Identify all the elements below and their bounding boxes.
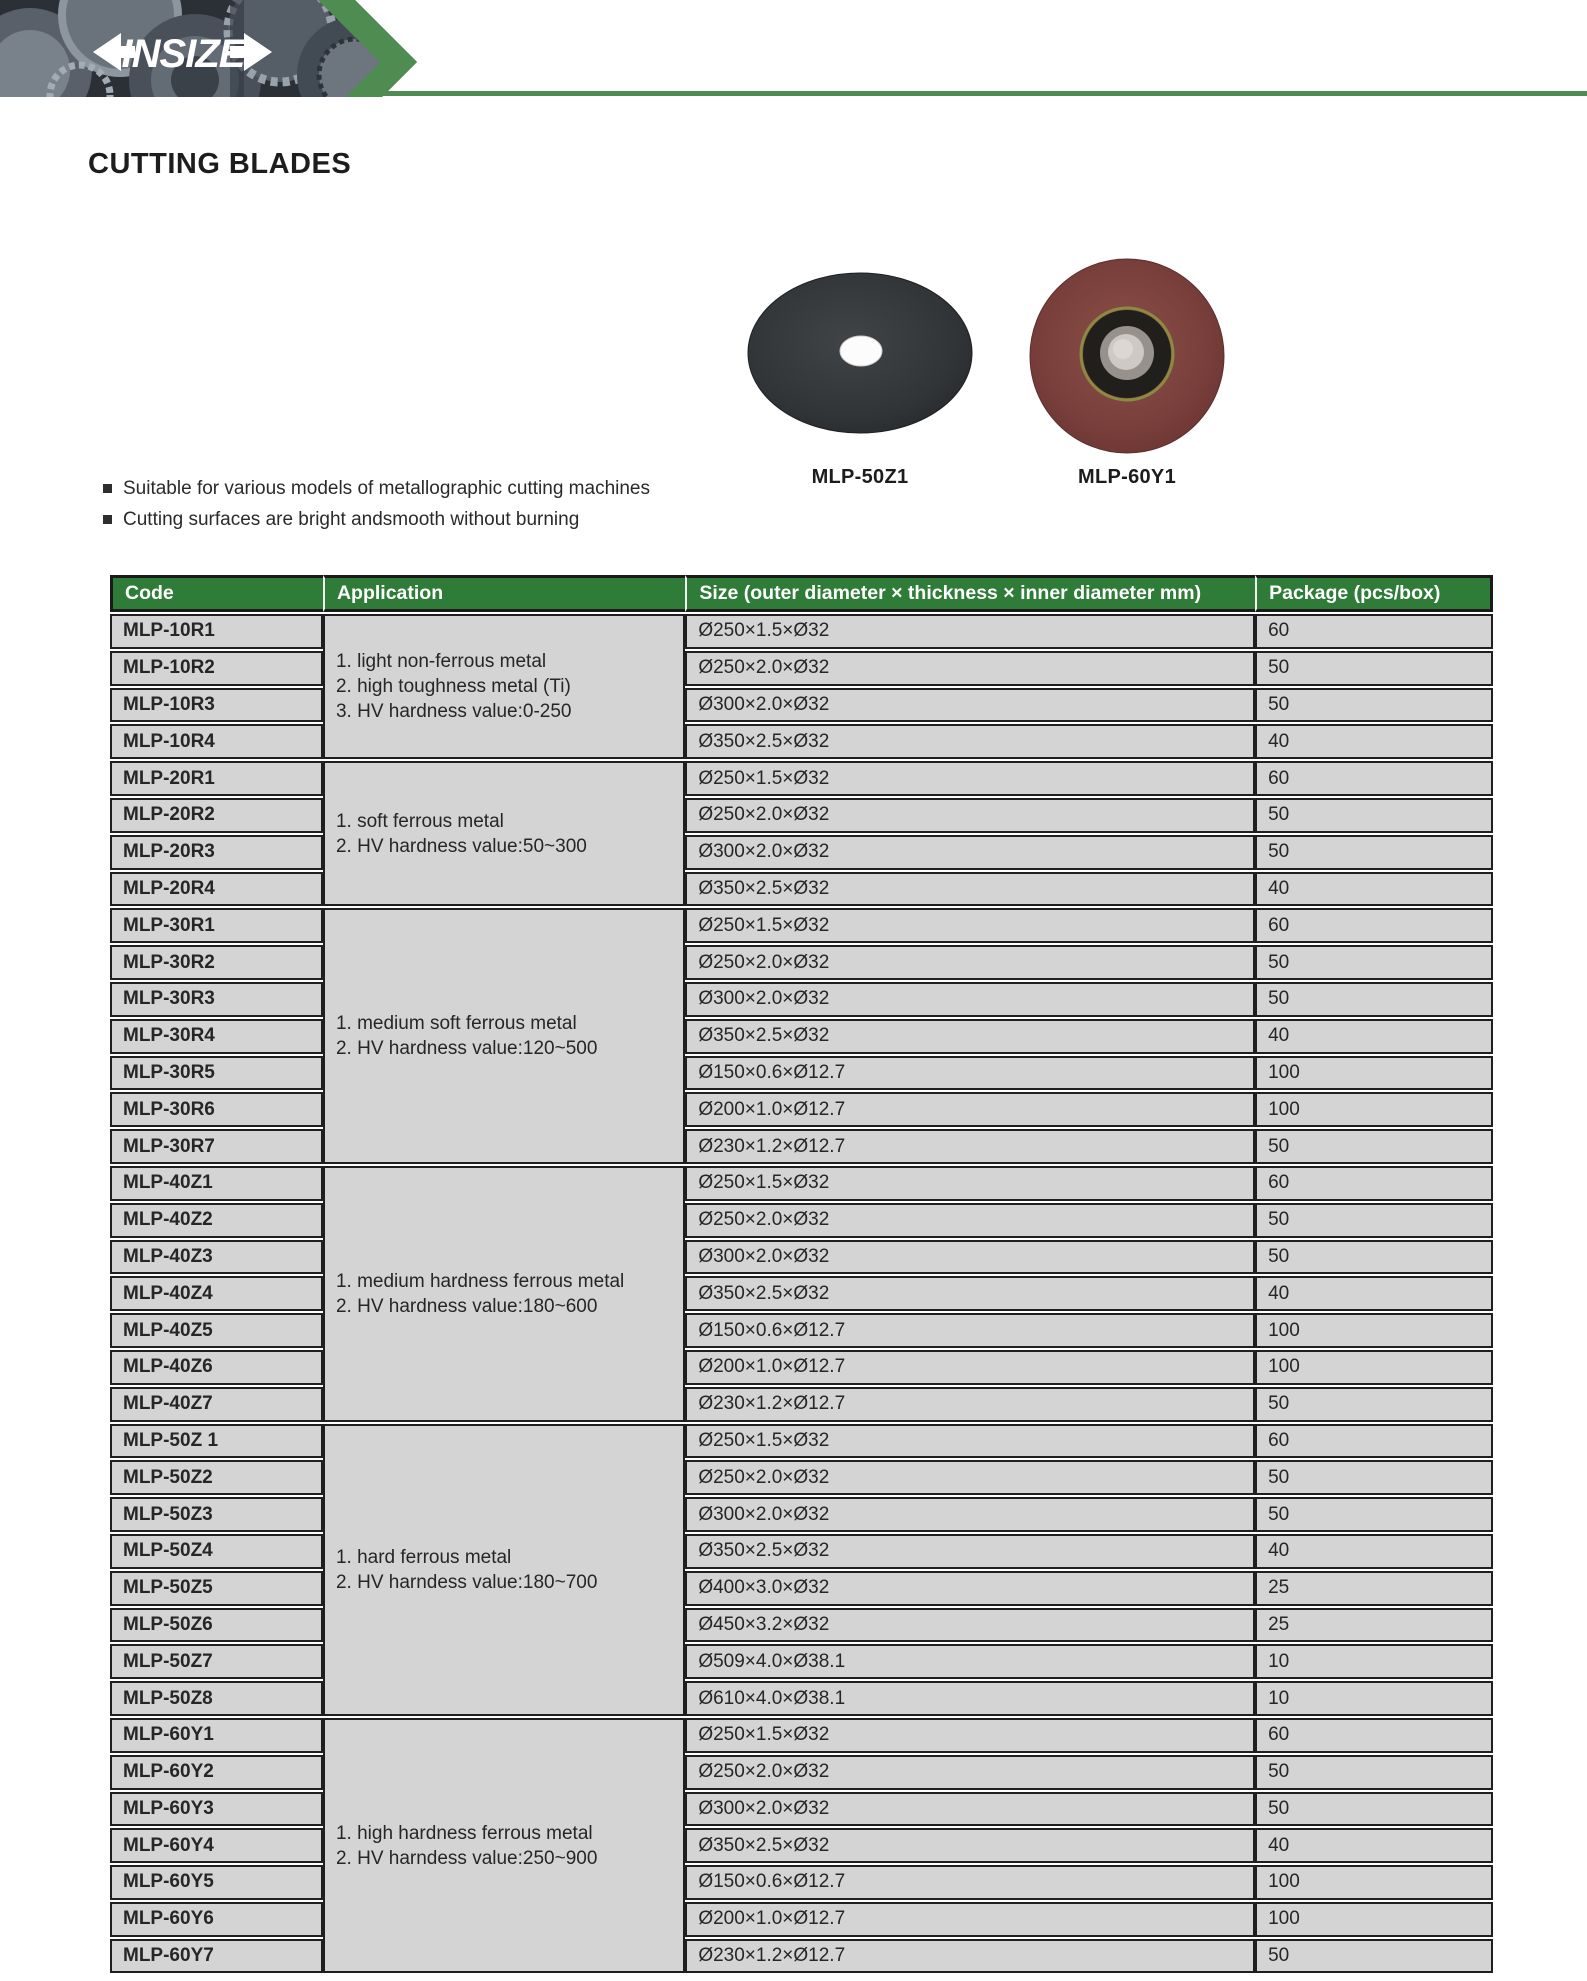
code-cell: MLP-60Y2	[110, 1755, 323, 1790]
size-cell: Ø250×2.0×Ø32	[685, 651, 1255, 686]
table-row	[110, 1276, 1493, 1311]
application-line: 2. high toughness metal (Ti)	[335, 676, 571, 698]
table-row	[110, 1019, 1493, 1054]
code-cell: MLP-20R3	[110, 835, 323, 870]
size-cell: Ø230×1.2×Ø12.7	[685, 1129, 1255, 1164]
size-cell: Ø610×4.0×Ø38.1	[685, 1681, 1255, 1716]
application-line: 1. high hardness ferrous metal	[335, 1822, 593, 1844]
table-row	[110, 1644, 1493, 1679]
size-cell: Ø300×2.0×Ø32	[685, 982, 1255, 1017]
code-cell: MLP-50Z4	[110, 1534, 323, 1569]
package-cell: 10	[1255, 1644, 1493, 1679]
code-cell: MLP-10R4	[110, 724, 323, 759]
application-line: 1. medium hardness ferrous metal	[335, 1270, 625, 1292]
product-figure-mlp-50z1	[740, 255, 980, 489]
package-cell: 40	[1255, 1019, 1493, 1054]
size-cell: Ø230×1.2×Ø12.7	[685, 1939, 1255, 1974]
code-cell: MLP-20R1	[110, 761, 323, 796]
package-cell: 50	[1255, 1203, 1493, 1238]
table-row	[110, 1534, 1493, 1569]
package-cell: 50	[1255, 1387, 1493, 1422]
size-cell: Ø350×2.5×Ø32	[685, 872, 1255, 907]
code-cell: MLP-30R7	[110, 1129, 323, 1164]
application-line: 3. HV hardness value:0-250	[335, 701, 572, 723]
table-row	[110, 1203, 1493, 1238]
package-cell: 100	[1255, 1313, 1493, 1348]
package-cell: 60	[1255, 1718, 1493, 1753]
package-cell: 100	[1255, 1865, 1493, 1900]
package-cell: 25	[1255, 1571, 1493, 1606]
feature-list	[103, 477, 650, 539]
feature-text: Cutting surfaces are bright andsmooth without burning	[123, 509, 580, 530]
package-cell: 60	[1255, 1424, 1493, 1459]
table-row	[110, 688, 1493, 723]
package-cell: 50	[1255, 835, 1493, 870]
code-cell: MLP-50Z3	[110, 1497, 323, 1532]
package-cell: 50	[1255, 1939, 1493, 1974]
code-cell: MLP-30R2	[110, 945, 323, 980]
code-cell: MLP-20R2	[110, 798, 323, 833]
size-cell: Ø250×1.5×Ø32	[685, 1424, 1255, 1459]
application-cell	[323, 1424, 685, 1716]
size-cell: Ø250×2.0×Ø32	[685, 1460, 1255, 1495]
size-cell: Ø350×2.5×Ø32	[685, 1828, 1255, 1863]
code-cell: MLP-30R6	[110, 1092, 323, 1127]
size-cell: Ø350×2.5×Ø32	[685, 1019, 1255, 1054]
package-cell: 25	[1255, 1608, 1493, 1643]
table-row	[110, 651, 1493, 686]
size-cell: Ø300×2.0×Ø32	[685, 1240, 1255, 1275]
product-label: MLP-60Y1	[1078, 466, 1176, 488]
code-cell: MLP-40Z1	[110, 1166, 323, 1201]
code-cell: MLP-30R4	[110, 1019, 323, 1054]
feature-item	[103, 508, 650, 532]
package-cell: 50	[1255, 688, 1493, 723]
application-line: 2. HV hardness value:50~300	[335, 835, 587, 857]
application-line: 2. HV hardness value:120~500	[335, 1038, 598, 1060]
column-header-package: Package (pcs/box)	[1255, 575, 1493, 612]
spec-table	[110, 573, 1493, 1975]
size-cell: Ø400×3.0×Ø32	[685, 1571, 1255, 1606]
package-cell: 50	[1255, 798, 1493, 833]
package-cell: 100	[1255, 1092, 1493, 1127]
size-cell: Ø300×2.0×Ø32	[685, 835, 1255, 870]
table-row	[110, 1792, 1493, 1827]
product-label: MLP-50Z1	[811, 466, 909, 488]
table-row	[110, 1166, 1493, 1201]
package-cell: 50	[1255, 1460, 1493, 1495]
code-cell: MLP-50Z 1	[110, 1424, 323, 1459]
package-cell: 50	[1255, 1497, 1493, 1532]
top-banner	[0, 0, 1587, 100]
column-header-size: Size (outer diameter × thickness × inner diameter mm)	[685, 575, 1255, 612]
feature-item	[103, 477, 650, 501]
table-row	[110, 1460, 1493, 1495]
table-row	[110, 1092, 1493, 1127]
size-cell: Ø250×1.5×Ø32	[685, 1718, 1255, 1753]
table-row	[110, 1571, 1493, 1606]
table-row	[110, 1681, 1493, 1716]
table-row	[110, 798, 1493, 833]
package-cell: 60	[1255, 614, 1493, 649]
code-cell: MLP-60Y6	[110, 1902, 323, 1937]
code-cell: MLP-20R4	[110, 872, 323, 907]
package-cell: 40	[1255, 1828, 1493, 1863]
table-row	[110, 1056, 1493, 1091]
package-cell: 50	[1255, 1792, 1493, 1827]
table-row	[110, 945, 1493, 980]
size-cell: Ø250×1.5×Ø32	[685, 908, 1255, 943]
size-cell: Ø200×1.0×Ø12.7	[685, 1350, 1255, 1385]
code-cell: MLP-40Z3	[110, 1240, 323, 1275]
application-line: 1. medium soft ferrous metal	[335, 1013, 577, 1035]
size-cell: Ø150×0.6×Ø12.7	[685, 1313, 1255, 1348]
package-cell: 50	[1255, 651, 1493, 686]
application-line: 1. hard ferrous metal	[335, 1546, 512, 1568]
code-cell: MLP-30R5	[110, 1056, 323, 1091]
size-cell: Ø350×2.5×Ø32	[685, 1276, 1255, 1311]
application-line: 1. soft ferrous metal	[335, 810, 504, 832]
table-row	[110, 1240, 1493, 1275]
banner-graphic	[0, 0, 1587, 100]
size-cell: Ø300×2.0×Ø32	[685, 1792, 1255, 1827]
table-row	[110, 1865, 1493, 1900]
package-cell: 50	[1255, 945, 1493, 980]
table-row	[110, 761, 1493, 796]
size-cell: Ø200×1.0×Ø12.7	[685, 1902, 1255, 1937]
package-cell: 60	[1255, 908, 1493, 943]
package-cell: 50	[1255, 1240, 1493, 1275]
package-cell: 50	[1255, 1129, 1493, 1164]
size-cell: Ø300×2.0×Ø32	[685, 688, 1255, 723]
insize-logo	[93, 32, 272, 76]
bullet-square-icon	[103, 515, 112, 524]
application-line: 1. light non-ferrous metal	[335, 651, 547, 673]
logo-text: INSIZE	[121, 32, 245, 76]
package-cell: 100	[1255, 1350, 1493, 1385]
table-row	[110, 1497, 1493, 1532]
size-cell: Ø250×1.5×Ø32	[685, 761, 1255, 796]
code-cell: MLP-60Y5	[110, 1865, 323, 1900]
table-row	[110, 1129, 1493, 1164]
application-cell	[323, 761, 685, 906]
spec-table-container	[110, 573, 1493, 1975]
code-cell: MLP-40Z7	[110, 1387, 323, 1422]
size-cell: Ø250×1.5×Ø32	[685, 614, 1255, 649]
page-title: CUTTING BLADES	[88, 148, 352, 180]
package-cell: 60	[1255, 761, 1493, 796]
application-cell	[323, 908, 685, 1164]
table-row	[110, 1828, 1493, 1863]
application-cell	[323, 1718, 685, 1974]
application-line: 2. HV harndess value:250~900	[335, 1847, 598, 1869]
size-cell: Ø509×4.0×Ø38.1	[685, 1644, 1255, 1679]
cutting-disc-photo-maroon	[1022, 257, 1232, 455]
table-row	[110, 724, 1493, 759]
disc-center-hole	[840, 336, 882, 366]
code-cell: MLP-50Z8	[110, 1681, 323, 1716]
table-row	[110, 835, 1493, 870]
size-cell: Ø350×2.5×Ø32	[685, 724, 1255, 759]
size-cell: Ø230×1.2×Ø12.7	[685, 1387, 1255, 1422]
package-cell: 10	[1255, 1681, 1493, 1716]
code-cell: MLP-60Y3	[110, 1792, 323, 1827]
table-row	[110, 872, 1493, 907]
size-cell: Ø250×2.0×Ø32	[685, 798, 1255, 833]
table-row	[110, 1387, 1493, 1422]
package-cell: 50	[1255, 982, 1493, 1017]
column-header-code: Code	[110, 575, 323, 612]
size-cell: Ø150×0.6×Ø12.7	[685, 1056, 1255, 1091]
application-line: 2. HV hardness value:180~600	[335, 1295, 598, 1317]
size-cell: Ø350×2.5×Ø32	[685, 1534, 1255, 1569]
code-cell: MLP-60Y7	[110, 1939, 323, 1974]
code-cell: MLP-40Z6	[110, 1350, 323, 1385]
code-cell: MLP-60Y4	[110, 1828, 323, 1863]
cutting-disc-photo-black	[740, 255, 980, 455]
application-cell	[323, 1166, 685, 1422]
table-row	[110, 1608, 1493, 1643]
table-row	[110, 1350, 1493, 1385]
table-row	[110, 982, 1493, 1017]
size-cell: Ø450×3.2×Ø32	[685, 1608, 1255, 1643]
table-header-row	[110, 575, 1493, 612]
application-cell	[323, 614, 685, 759]
code-cell: MLP-50Z2	[110, 1460, 323, 1495]
code-cell: MLP-40Z4	[110, 1276, 323, 1311]
code-cell: MLP-50Z6	[110, 1608, 323, 1643]
feature-text: Suitable for various models of metallographic cutting machines	[123, 478, 650, 499]
size-cell: Ø250×1.5×Ø32	[685, 1166, 1255, 1201]
package-cell: 40	[1255, 724, 1493, 759]
table-row	[110, 1424, 1493, 1459]
table-row	[110, 1902, 1493, 1937]
table-row	[110, 1718, 1493, 1753]
code-cell: MLP-40Z5	[110, 1313, 323, 1348]
package-cell: 40	[1255, 872, 1493, 907]
header-rule	[378, 91, 1587, 96]
package-cell: 50	[1255, 1755, 1493, 1790]
size-cell: Ø150×0.6×Ø12.7	[685, 1865, 1255, 1900]
code-cell: MLP-10R1	[110, 614, 323, 649]
bullet-square-icon	[103, 484, 112, 493]
code-cell: MLP-30R3	[110, 982, 323, 1017]
code-cell: MLP-40Z2	[110, 1203, 323, 1238]
product-figure-mlp-60y1	[1022, 257, 1232, 489]
code-cell: MLP-10R2	[110, 651, 323, 686]
column-header-application: Application	[323, 575, 685, 612]
package-cell: 40	[1255, 1534, 1493, 1569]
code-cell: MLP-10R3	[110, 688, 323, 723]
size-cell: Ø300×2.0×Ø32	[685, 1497, 1255, 1532]
code-cell: MLP-60Y1	[110, 1718, 323, 1753]
banner-white-mask	[355, 0, 1587, 100]
package-cell: 100	[1255, 1902, 1493, 1937]
table-row	[110, 614, 1493, 649]
table-row	[110, 908, 1493, 943]
size-cell: Ø200×1.0×Ø12.7	[685, 1092, 1255, 1127]
package-cell: 40	[1255, 1276, 1493, 1311]
table-row	[110, 1313, 1493, 1348]
table-row	[110, 1755, 1493, 1790]
package-cell: 60	[1255, 1166, 1493, 1201]
size-cell: Ø250×2.0×Ø32	[685, 1203, 1255, 1238]
code-cell: MLP-50Z7	[110, 1644, 323, 1679]
size-cell: Ø250×2.0×Ø32	[685, 945, 1255, 980]
size-cell: Ø250×2.0×Ø32	[685, 1755, 1255, 1790]
package-cell: 100	[1255, 1056, 1493, 1091]
application-line: 2. HV harndess value:180~700	[335, 1571, 598, 1593]
table-body	[110, 614, 1493, 1973]
table-row	[110, 1939, 1493, 1974]
code-cell: MLP-30R1	[110, 908, 323, 943]
code-cell: MLP-50Z5	[110, 1571, 323, 1606]
